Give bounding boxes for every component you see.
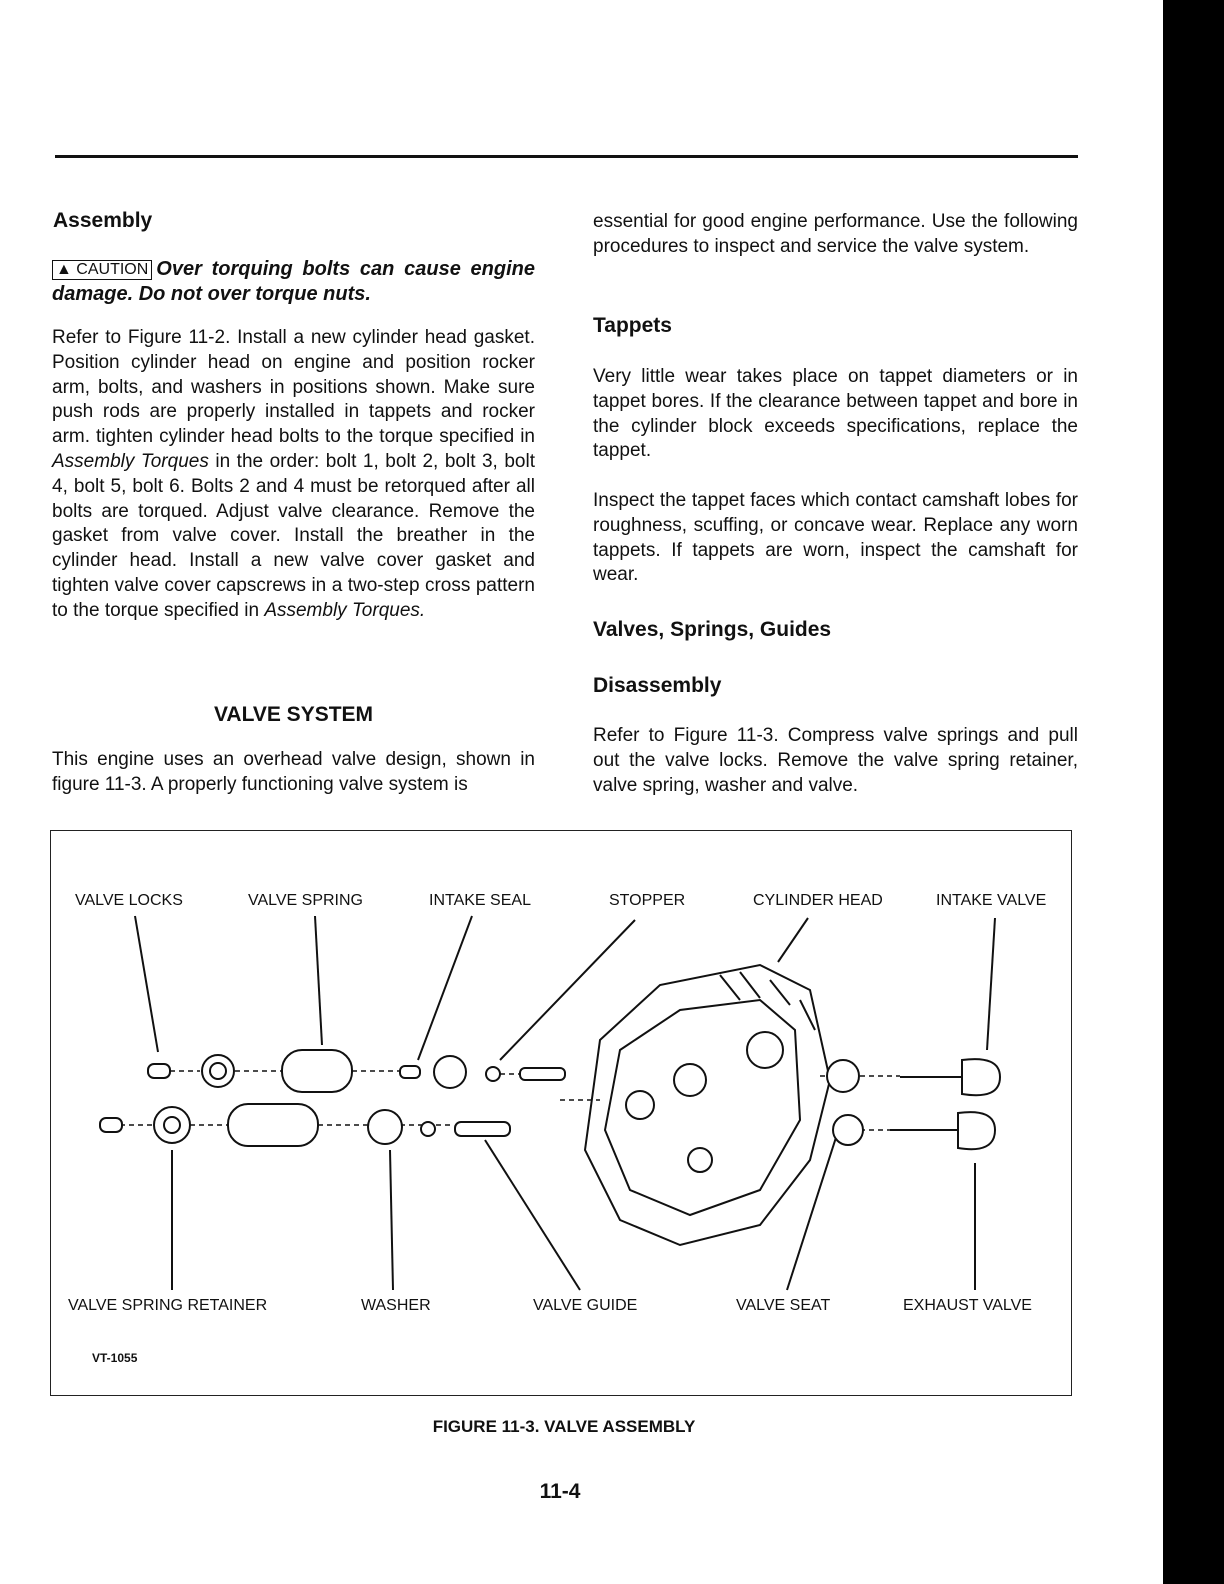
label-valve-locks: VALVE LOCKS xyxy=(75,892,183,909)
label-cylinder-head: CYLINDER HEAD xyxy=(753,892,883,909)
cylinder-head-icon xyxy=(585,965,830,1245)
disassembly-paragraph: Refer to Figure 11-3. Compress valve springs and pull out the valve locks. Remove the valve spring retainer, valve spring, washer and valve. xyxy=(593,725,1078,796)
label-intake-seal: INTAKE SEAL xyxy=(429,892,531,909)
caution-badge: ▲ CAUTION xyxy=(52,260,152,280)
warning-icon: ▲ xyxy=(56,261,72,278)
caution-text: Over torquing bolts can cause engine damage. Do not over torque nuts. xyxy=(52,258,535,305)
tappets-paragraph-1: Very little wear takes place on tappet diameters or in tappet bores. If the clearance between tappet and bore in the cylinder block exceeds specifications, replace the tappet. xyxy=(593,366,1078,462)
label-valve-spring-retainer: VALVE SPRING RETAINER xyxy=(68,1297,268,1314)
assembly-paragraph: Refer to Figure 11-2. Install a new cylinder head gasket. Position cylinder head on engine and position rocker arm, bolts, and washers in positions shown. Make sure push rods are properly installed in tappets and rocker arm. tighten cylinder head bolts to the torque specified in Assembly Torques in the order: bolt 1, bolt 2, bolt 3, bolt 4, bolt 5, bolt 6. Bolts 2 and 4 must be retorqued after all bolts are torqued. Adjust valve clearance. Remove the gasket from valve cover. Install the breather in the cylinder head. Install a new valve cover gasket and tighten valve cover capscrews in a two-step cross pattern to the torque specified in Assembly Torques. xyxy=(52,327,535,621)
label-washer: WASHER xyxy=(361,1297,431,1314)
exhaust-valve-parts xyxy=(100,1104,995,1149)
label-valve-guide: VALVE GUIDE xyxy=(533,1297,638,1314)
intake-valve-parts xyxy=(148,1050,1000,1095)
assembly-heading: Assembly xyxy=(53,209,153,232)
figure-caption: FIGURE 11-3. VALVE ASSEMBLY xyxy=(432,1417,696,1436)
figure-code: VT-1055 xyxy=(92,1351,138,1365)
label-valve-seat: VALVE SEAT xyxy=(736,1297,831,1314)
label-valve-spring: VALVE SPRING xyxy=(248,892,363,909)
valve-intro-paragraph: essential for good engine performance. Use the following procedures to inspect and service the valve system. xyxy=(593,211,1078,257)
page-number: 11-4 xyxy=(539,1480,581,1503)
label-stopper: STOPPER xyxy=(609,892,686,909)
tappets-paragraph-2: Inspect the tappet faces which contact camshaft lobes for roughness, scuffing, or concave wear. Replace any worn tappets. If tappets are worn, inspect the camshaft for wear. xyxy=(593,490,1078,586)
label-intake-valve: INTAKE VALVE xyxy=(936,892,1047,909)
disassembly-heading: Disassembly xyxy=(593,674,722,697)
valve-system-paragraph: This engine uses an overhead valve design, shown in figure 11-3. A properly functioning valve system is xyxy=(52,749,535,795)
tappets-heading: Tappets xyxy=(593,314,672,337)
label-exhaust-valve: EXHAUST VALVE xyxy=(903,1297,1032,1314)
valves-heading: Valves, Springs, Guides xyxy=(593,618,832,641)
valve-system-title: VALVE SYSTEM xyxy=(213,703,374,726)
